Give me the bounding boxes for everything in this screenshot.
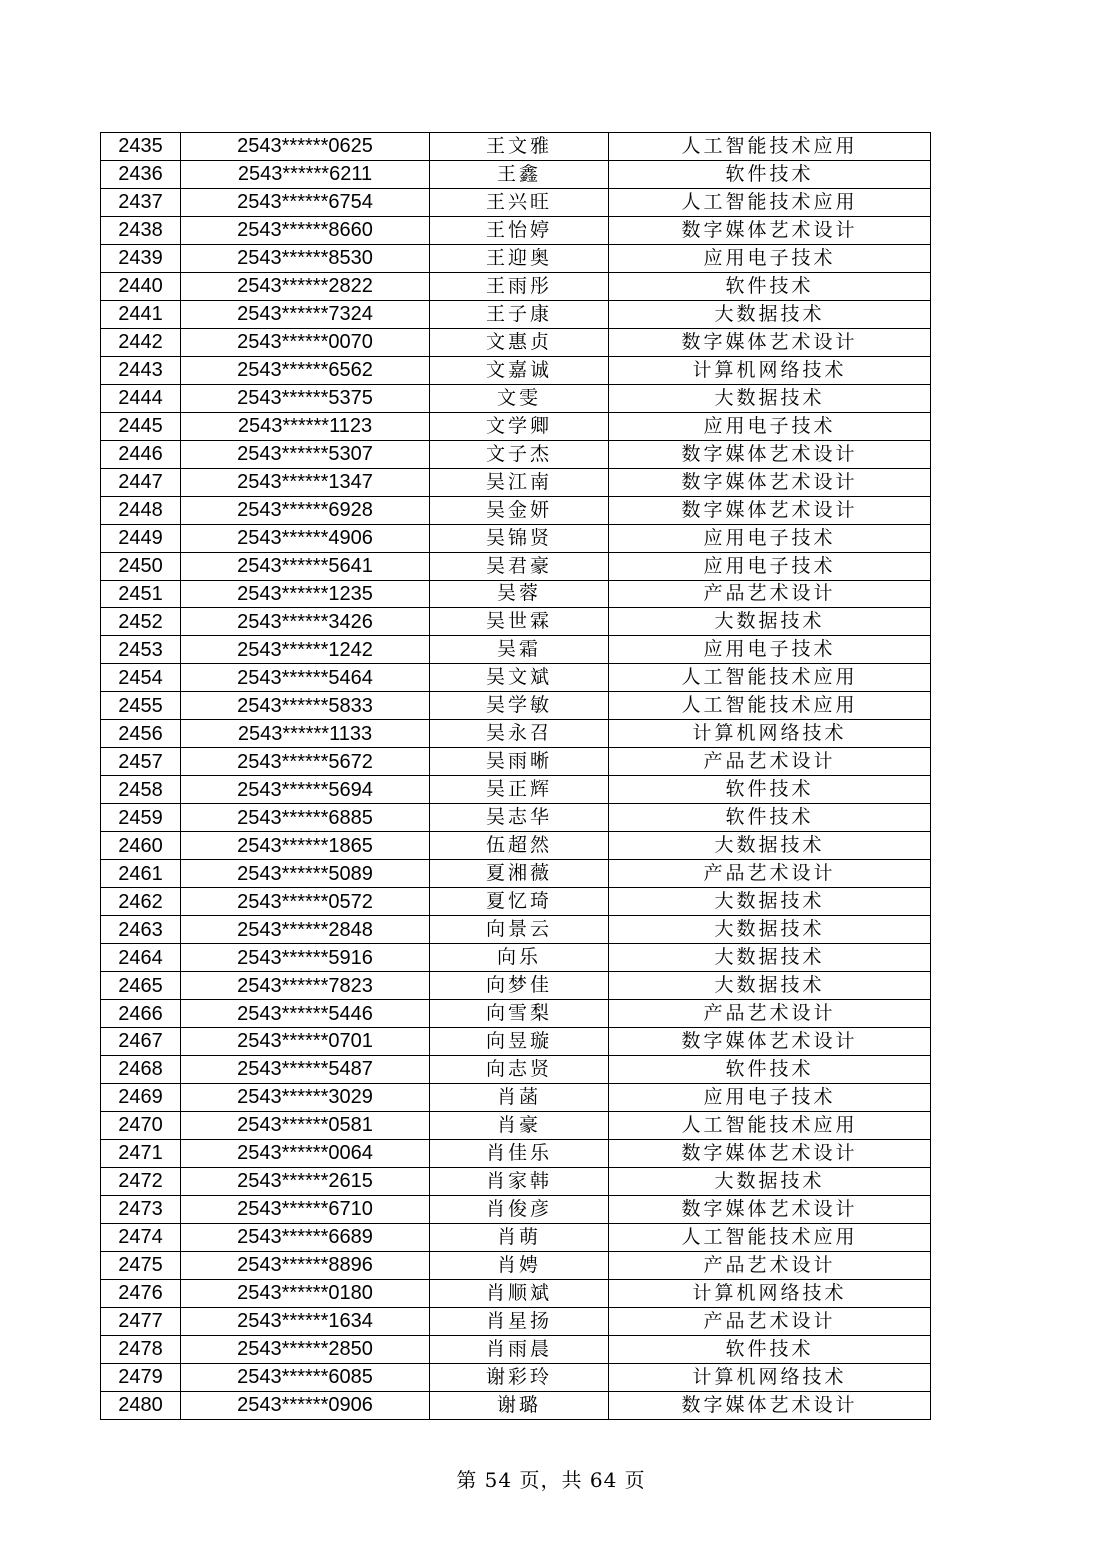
masked-id-cell: 2543******5307 <box>181 440 430 468</box>
row-number-cell: 2459 <box>101 804 181 832</box>
major-cell: 计算机网络技术 <box>609 1279 931 1307</box>
row-number-cell: 2478 <box>101 1335 181 1363</box>
table-row <box>101 636 931 664</box>
table-row <box>101 1307 931 1335</box>
table-row <box>101 468 931 496</box>
major-cell: 大数据技术 <box>609 300 931 328</box>
student-name-cell: 向景云 <box>430 916 609 944</box>
masked-id-cell: 2543******2822 <box>181 272 430 300</box>
major-cell: 数字媒体艺术设计 <box>609 1195 931 1223</box>
major-cell: 数字媒体艺术设计 <box>609 496 931 524</box>
masked-id-cell: 2543******8530 <box>181 244 430 272</box>
table-row <box>101 804 931 832</box>
major-cell: 软件技术 <box>609 804 931 832</box>
masked-id-cell: 2543******5464 <box>181 664 430 692</box>
student-name-cell: 吴霜 <box>430 636 609 664</box>
major-cell: 应用电子技术 <box>609 552 931 580</box>
masked-id-cell: 2543******2848 <box>181 916 430 944</box>
table-row <box>101 1335 931 1363</box>
row-number-cell: 2448 <box>101 496 181 524</box>
student-name-cell: 王怡婷 <box>430 216 609 244</box>
row-number-cell: 2439 <box>101 244 181 272</box>
table-row <box>101 1363 931 1391</box>
table-row <box>101 776 931 804</box>
row-number-cell: 2453 <box>101 636 181 664</box>
student-name-cell: 吴文斌 <box>430 664 609 692</box>
major-cell: 人工智能技术应用 <box>609 692 931 720</box>
major-cell: 人工智能技术应用 <box>609 664 931 692</box>
masked-id-cell: 2543******6710 <box>181 1195 430 1223</box>
table-row <box>101 1111 931 1139</box>
student-name-cell: 王兴旺 <box>430 188 609 216</box>
table-row <box>101 244 931 272</box>
student-name-cell: 肖顺斌 <box>430 1279 609 1307</box>
table-row <box>101 1251 931 1279</box>
major-cell: 数字媒体艺术设计 <box>609 328 931 356</box>
student-name-cell: 肖豪 <box>430 1111 609 1139</box>
row-number-cell: 2455 <box>101 692 181 720</box>
student-name-cell: 伍超然 <box>430 832 609 860</box>
student-name-cell: 王子康 <box>430 300 609 328</box>
masked-id-cell: 2543******3029 <box>181 1083 430 1111</box>
masked-id-cell: 2543******0064 <box>181 1139 430 1167</box>
student-name-cell: 肖星扬 <box>430 1307 609 1335</box>
student-name-cell: 吴永召 <box>430 720 609 748</box>
table-row <box>101 972 931 1000</box>
row-number-cell: 2475 <box>101 1251 181 1279</box>
row-number-cell: 2460 <box>101 832 181 860</box>
table-row <box>101 748 931 776</box>
row-number-cell: 2468 <box>101 1055 181 1083</box>
table-row <box>101 1055 931 1083</box>
student-name-cell: 文惠贞 <box>430 328 609 356</box>
masked-id-cell: 2543******6211 <box>181 160 430 188</box>
masked-id-cell: 2543******5446 <box>181 1000 430 1028</box>
student-name-cell: 王雨彤 <box>430 272 609 300</box>
major-cell: 产品艺术设计 <box>609 1307 931 1335</box>
major-cell: 计算机网络技术 <box>609 356 931 384</box>
masked-id-cell: 2543******0180 <box>181 1279 430 1307</box>
row-number-cell: 2445 <box>101 412 181 440</box>
major-cell: 软件技术 <box>609 272 931 300</box>
row-number-cell: 2467 <box>101 1028 181 1056</box>
major-cell: 计算机网络技术 <box>609 1363 931 1391</box>
table-row <box>101 300 931 328</box>
table-row <box>101 692 931 720</box>
row-number-cell: 2471 <box>101 1139 181 1167</box>
student-name-cell: 吴学敏 <box>430 692 609 720</box>
table-row <box>101 1195 931 1223</box>
student-name-cell: 文雯 <box>430 384 609 412</box>
masked-id-cell: 2543******0625 <box>181 133 430 161</box>
masked-id-cell: 2543******1634 <box>181 1307 430 1335</box>
masked-id-cell: 2543******6754 <box>181 188 430 216</box>
student-name-cell: 肖娉 <box>430 1251 609 1279</box>
masked-id-cell: 2543******0070 <box>181 328 430 356</box>
table-row <box>101 1391 931 1419</box>
major-cell: 应用电子技术 <box>609 524 931 552</box>
masked-id-cell: 2543******5089 <box>181 860 430 888</box>
student-name-cell: 文子杰 <box>430 440 609 468</box>
major-cell: 大数据技术 <box>609 608 931 636</box>
major-cell: 应用电子技术 <box>609 1083 931 1111</box>
student-name-cell: 向雪梨 <box>430 1000 609 1028</box>
student-name-cell: 肖萌 <box>430 1223 609 1251</box>
masked-id-cell: 2543******8896 <box>181 1251 430 1279</box>
table-row <box>101 440 931 468</box>
table-row <box>101 328 931 356</box>
student-name-cell: 吴雨晰 <box>430 748 609 776</box>
major-cell: 人工智能技术应用 <box>609 1223 931 1251</box>
major-cell: 产品艺术设计 <box>609 580 931 608</box>
table-row <box>101 216 931 244</box>
row-number-cell: 2465 <box>101 972 181 1000</box>
row-number-cell: 2443 <box>101 356 181 384</box>
masked-id-cell: 2543******5694 <box>181 776 430 804</box>
masked-id-cell: 2543******1242 <box>181 636 430 664</box>
row-number-cell: 2436 <box>101 160 181 188</box>
table-row <box>101 832 931 860</box>
student-name-cell: 吴世霖 <box>430 608 609 636</box>
row-number-cell: 2441 <box>101 300 181 328</box>
major-cell: 数字媒体艺术设计 <box>609 1391 931 1419</box>
row-number-cell: 2470 <box>101 1111 181 1139</box>
row-number-cell: 2435 <box>101 133 181 161</box>
table-row <box>101 916 931 944</box>
row-number-cell: 2466 <box>101 1000 181 1028</box>
student-name-cell: 王文雅 <box>430 133 609 161</box>
row-number-cell: 2476 <box>101 1279 181 1307</box>
table-row <box>101 524 931 552</box>
major-cell: 大数据技术 <box>609 888 931 916</box>
major-cell: 大数据技术 <box>609 384 931 412</box>
major-cell: 应用电子技术 <box>609 244 931 272</box>
masked-id-cell: 2543******5672 <box>181 748 430 776</box>
major-cell: 大数据技术 <box>609 832 931 860</box>
row-number-cell: 2474 <box>101 1223 181 1251</box>
major-cell: 软件技术 <box>609 160 931 188</box>
student-name-cell: 肖家韩 <box>430 1167 609 1195</box>
masked-id-cell: 2543******2615 <box>181 1167 430 1195</box>
table-row <box>101 888 931 916</box>
page-number-footer: 第 54 页，共 64 页 <box>456 1468 646 1492</box>
masked-id-cell: 2543******6085 <box>181 1363 430 1391</box>
student-name-cell: 向梦佳 <box>430 972 609 1000</box>
row-number-cell: 2480 <box>101 1391 181 1419</box>
major-cell: 计算机网络技术 <box>609 720 931 748</box>
masked-id-cell: 2543******1123 <box>181 412 430 440</box>
row-number-cell: 2473 <box>101 1195 181 1223</box>
masked-id-cell: 2543******6562 <box>181 356 430 384</box>
table-row <box>101 1000 931 1028</box>
masked-id-cell: 2543******7823 <box>181 972 430 1000</box>
masked-id-cell: 2543******0701 <box>181 1028 430 1056</box>
row-number-cell: 2469 <box>101 1083 181 1111</box>
student-name-cell: 向志贤 <box>430 1055 609 1083</box>
major-cell: 软件技术 <box>609 1335 931 1363</box>
table-row <box>101 356 931 384</box>
masked-id-cell: 2543******0906 <box>181 1391 430 1419</box>
row-number-cell: 2472 <box>101 1167 181 1195</box>
major-cell: 产品艺术设计 <box>609 860 931 888</box>
table-row <box>101 272 931 300</box>
masked-id-cell: 2543******5916 <box>181 944 430 972</box>
major-cell: 数字媒体艺术设计 <box>609 440 931 468</box>
table-row <box>101 1083 931 1111</box>
table-row <box>101 188 931 216</box>
roster-table-body <box>101 133 931 1420</box>
row-number-cell: 2454 <box>101 664 181 692</box>
major-cell: 软件技术 <box>609 776 931 804</box>
table-row <box>101 1139 931 1167</box>
row-number-cell: 2463 <box>101 916 181 944</box>
row-number-cell: 2479 <box>101 1363 181 1391</box>
major-cell: 大数据技术 <box>609 1167 931 1195</box>
student-name-cell: 谢璐 <box>430 1391 609 1419</box>
row-number-cell: 2477 <box>101 1307 181 1335</box>
table-row <box>101 664 931 692</box>
masked-id-cell: 2543******1235 <box>181 580 430 608</box>
student-name-cell: 吴金妍 <box>430 496 609 524</box>
masked-id-cell: 2543******8660 <box>181 216 430 244</box>
table-row <box>101 944 931 972</box>
masked-id-cell: 2543******5833 <box>181 692 430 720</box>
student-name-cell: 肖佳乐 <box>430 1139 609 1167</box>
row-number-cell: 2458 <box>101 776 181 804</box>
student-name-cell: 夏忆琦 <box>430 888 609 916</box>
row-number-cell: 2437 <box>101 188 181 216</box>
table-row <box>101 552 931 580</box>
major-cell: 应用电子技术 <box>609 412 931 440</box>
major-cell: 大数据技术 <box>609 972 931 1000</box>
table-row <box>101 160 931 188</box>
major-cell: 产品艺术设计 <box>609 1000 931 1028</box>
table-row <box>101 1028 931 1056</box>
masked-id-cell: 2543******1347 <box>181 468 430 496</box>
row-number-cell: 2442 <box>101 328 181 356</box>
row-number-cell: 2457 <box>101 748 181 776</box>
table-row <box>101 412 931 440</box>
student-name-cell: 吴锦贤 <box>430 524 609 552</box>
table-row <box>101 1279 931 1307</box>
masked-id-cell: 2543******7324 <box>181 300 430 328</box>
student-name-cell: 吴君豪 <box>430 552 609 580</box>
row-number-cell: 2464 <box>101 944 181 972</box>
major-cell: 产品艺术设计 <box>609 1251 931 1279</box>
row-number-cell: 2440 <box>101 272 181 300</box>
masked-id-cell: 2543******5641 <box>181 552 430 580</box>
student-name-cell: 王迎奥 <box>430 244 609 272</box>
masked-id-cell: 2543******0572 <box>181 888 430 916</box>
major-cell: 人工智能技术应用 <box>609 188 931 216</box>
masked-id-cell: 2543******5375 <box>181 384 430 412</box>
table-row <box>101 133 931 161</box>
major-cell: 大数据技术 <box>609 944 931 972</box>
row-number-cell: 2447 <box>101 468 181 496</box>
student-name-cell: 吴江南 <box>430 468 609 496</box>
table-row <box>101 608 931 636</box>
major-cell: 人工智能技术应用 <box>609 1111 931 1139</box>
row-number-cell: 2461 <box>101 860 181 888</box>
major-cell: 数字媒体艺术设计 <box>609 216 931 244</box>
row-number-cell: 2462 <box>101 888 181 916</box>
masked-id-cell: 2543******1133 <box>181 720 430 748</box>
row-number-cell: 2450 <box>101 552 181 580</box>
row-number-cell: 2451 <box>101 580 181 608</box>
row-number-cell: 2452 <box>101 608 181 636</box>
student-name-cell: 王鑫 <box>430 160 609 188</box>
table-row <box>101 860 931 888</box>
table-row <box>101 1223 931 1251</box>
masked-id-cell: 2543******6928 <box>181 496 430 524</box>
major-cell: 数字媒体艺术设计 <box>609 1139 931 1167</box>
masked-id-cell: 2543******5487 <box>181 1055 430 1083</box>
student-name-cell: 吴志华 <box>430 804 609 832</box>
masked-id-cell: 2543******6885 <box>181 804 430 832</box>
table-row <box>101 496 931 524</box>
student-name-cell: 文学卿 <box>430 412 609 440</box>
student-name-cell: 吴正辉 <box>430 776 609 804</box>
masked-id-cell: 2543******2850 <box>181 1335 430 1363</box>
student-name-cell: 夏湘薇 <box>430 860 609 888</box>
masked-id-cell: 2543******4906 <box>181 524 430 552</box>
student-name-cell: 吴蓉 <box>430 580 609 608</box>
major-cell: 应用电子技术 <box>609 636 931 664</box>
row-number-cell: 2456 <box>101 720 181 748</box>
student-name-cell: 肖菡 <box>430 1083 609 1111</box>
student-name-cell: 肖雨晨 <box>430 1335 609 1363</box>
row-number-cell: 2449 <box>101 524 181 552</box>
row-number-cell: 2444 <box>101 384 181 412</box>
student-name-cell: 向昱璇 <box>430 1028 609 1056</box>
major-cell: 软件技术 <box>609 1055 931 1083</box>
student-name-cell: 向乐 <box>430 944 609 972</box>
table-row <box>101 720 931 748</box>
major-cell: 大数据技术 <box>609 916 931 944</box>
masked-id-cell: 2543******0581 <box>181 1111 430 1139</box>
table-row <box>101 384 931 412</box>
student-name-cell: 肖俊彦 <box>430 1195 609 1223</box>
row-number-cell: 2446 <box>101 440 181 468</box>
table-row <box>101 1167 931 1195</box>
row-number-cell: 2438 <box>101 216 181 244</box>
student-name-cell: 文嘉诚 <box>430 356 609 384</box>
table-row <box>101 580 931 608</box>
student-roster-table <box>100 132 931 1420</box>
major-cell: 数字媒体艺术设计 <box>609 1028 931 1056</box>
masked-id-cell: 2543******6689 <box>181 1223 430 1251</box>
major-cell: 数字媒体艺术设计 <box>609 468 931 496</box>
masked-id-cell: 2543******1865 <box>181 832 430 860</box>
student-name-cell: 谢彩玲 <box>430 1363 609 1391</box>
masked-id-cell: 2543******3426 <box>181 608 430 636</box>
major-cell: 人工智能技术应用 <box>609 133 931 161</box>
major-cell: 产品艺术设计 <box>609 748 931 776</box>
